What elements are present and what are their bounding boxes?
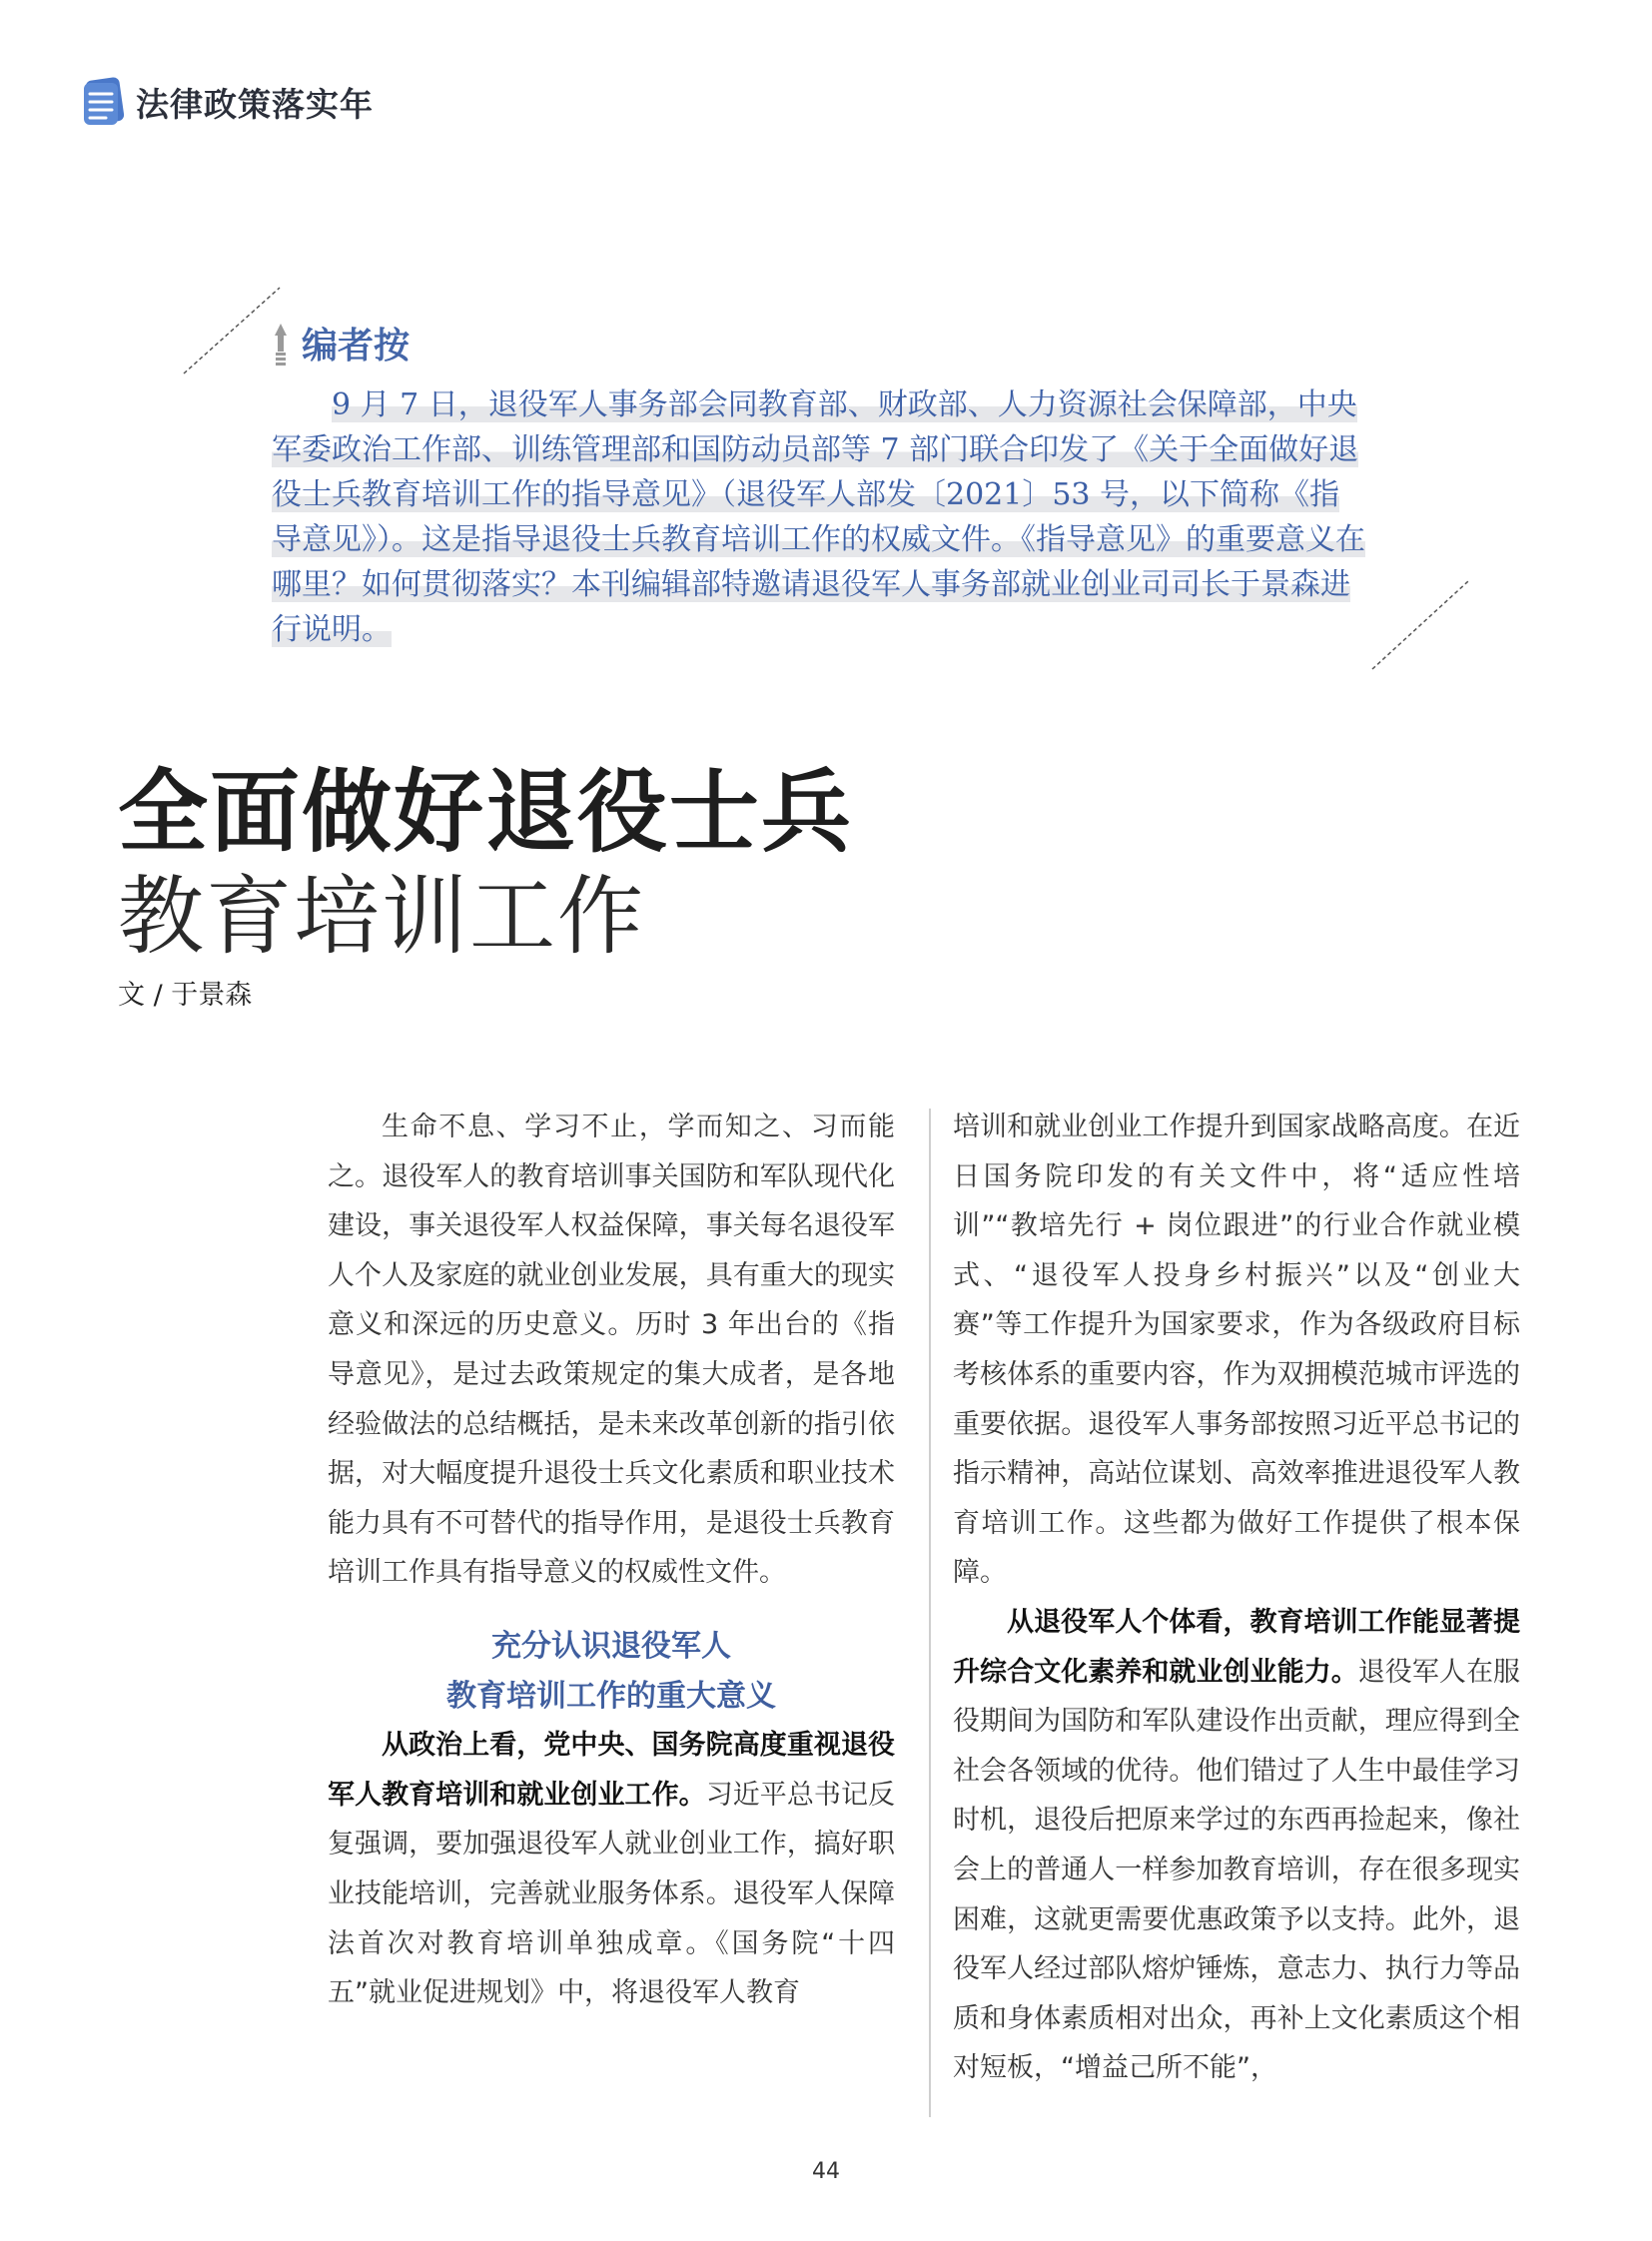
paragraph — [953, 1598, 1520, 2093]
article-column-right — [953, 1103, 1520, 2093]
article-byline: 文 / 于景森 — [118, 980, 253, 1011]
pen-nib-icon — [272, 322, 290, 366]
article-title: 全面做好退役士兵 — [118, 760, 853, 865]
column-divider — [929, 1109, 931, 2117]
paragraph-text: 退役军人在服役期间为国防和军队建设作出贡献，理应得到全社会各领域的优待。他们错过了人生中最佳学习时机，退役后把原来学过的东西再捡起来，像社会上的普通人一样参加教育培训，存在很多现实困难，这就更需要优惠政策予以支持。此外，退役军人经过部队熔炉锤炼，意志力、执行力等品质和身体素质相对出众，再补上文化素质这个相对短板，“增益己所不能”， — [953, 1656, 1520, 2084]
page-number: 44 — [812, 2159, 840, 2184]
decorative-slash-bottom — [1370, 579, 1470, 671]
document-stack-icon — [82, 77, 126, 127]
lead-sentence: 从政治上看，党中央、国务院高度重视退役军人教育培训和就业创业工作。 — [328, 1730, 895, 1811]
paragraph: 培训和就业创业工作提升到国家战略高度。在近日国务院印发的有关文件中，将“适应性培训”“教培先行 + 岗位跟进”的行业合作就业模式、“退役军人投身乡村振兴”以及“创业大赛”等工作提升为国家要求，作为各级政府目标考核体系的重要内容，作为双拥模范城市评选的重要依据。退役军人事务部按照习近平总书记的指示精神，高站位谋划、高效率推进退役军人教育培训工作。这些都为做好工作提供了根本保障。 — [953, 1112, 1520, 1589]
decorative-slash-top — [182, 286, 282, 375]
section-header — [82, 74, 374, 130]
article-column-left — [328, 1103, 895, 2018]
section-heading — [328, 1622, 895, 1721]
section-title: 法律政策落实年 — [136, 84, 374, 124]
section-heading-line: 充分认识退役军人 — [491, 1628, 731, 1664]
editor-note-body: 9 月 7 日，退役军人事务部会同教育部、财政部、人力资源社会保障部，中央军委政治工作部、训练管理部和国防动员部等 7 部门联合印发了《关于全面做好退役士兵教育培训工作的指导意见》（退役军人部发〔2021〕53 号，以下简称《指导意见》）。这是指导退役士兵教育培训工作的权威文件。《指导意见》的重要意义在哪里？如何贯彻落实？本刊编辑部特邀请退役军人事务部就业创业司司长于景森进行说明。 — [272, 387, 1365, 647]
section-heading-line: 教育培训工作的重大意义 — [446, 1678, 776, 1714]
paragraph — [328, 1721, 895, 2018]
editor-note-title: 编者按 — [302, 325, 411, 367]
editor-note — [272, 318, 1366, 652]
lead-sentence: 从退役军人个体看，教育培训工作能显著提升综合文化素养和就业创业能力。 — [953, 1606, 1520, 1688]
paragraph-text: 习近平总书记反复强调，要加强退役军人就业创业工作，搞好职业技能培训，完善就业服务体系。退役军人保障法首次对教育培训单独成章。《国务院“十四五”就业促进规划》中，将退役军人教育 — [328, 1779, 896, 2009]
article-subtitle: 教育培训工作 — [118, 867, 645, 967]
paragraph: 生命不息、学习不止，学而知之、习而能之。退役军人的教育培训事关国防和军队现代化建设，事关退役军人权益保障，事关每名退役军人个人及家庭的就业创业发展，具有重大的现实意义和深远的历史意义。历时 3 年出台的《指导意见》，是过去政策规定的集大成者，是各地经验做法的总结概括，是未来改革创新的指引依据，对大幅度提升退役士兵文化素质和职业技术能力具有不可替代的指导作用，是退役士兵教育培训工作具有指导意义的权威性文件。 — [328, 1112, 895, 1589]
